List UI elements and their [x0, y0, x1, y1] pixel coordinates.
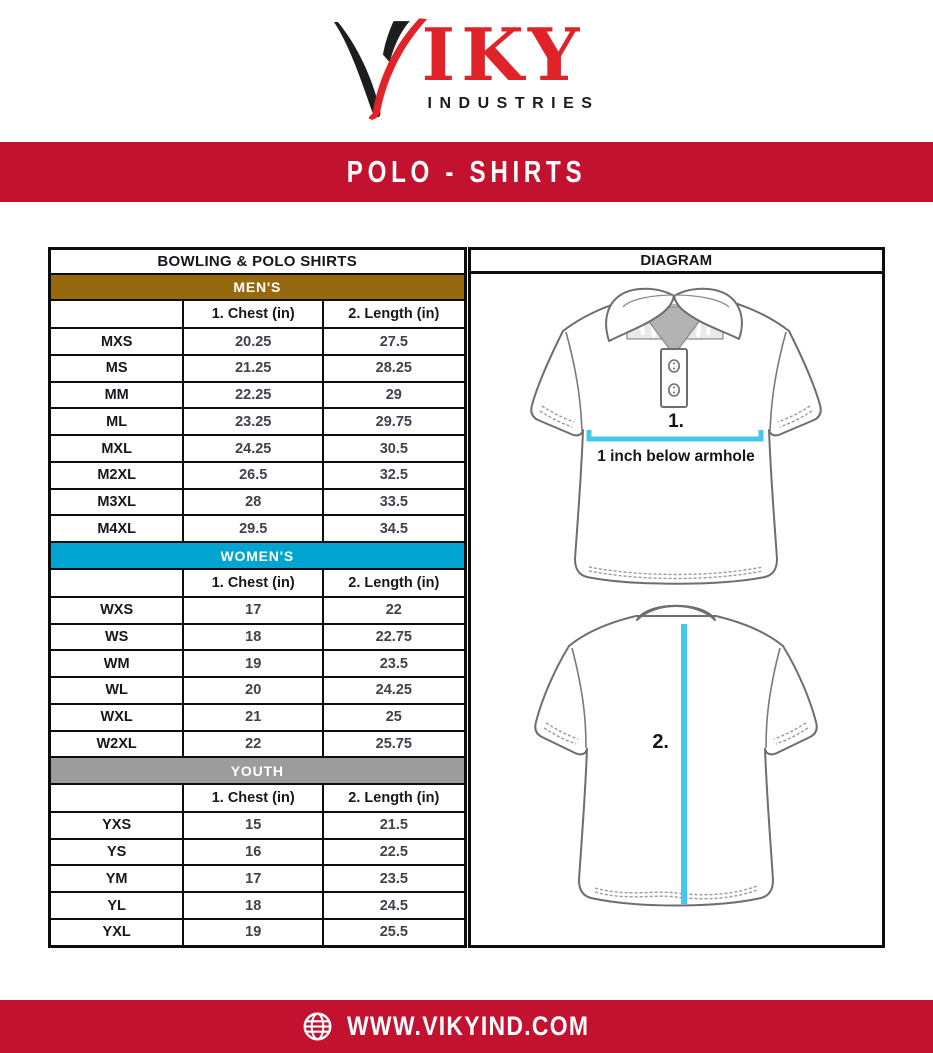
section-band-row — [50, 274, 466, 301]
size-row — [50, 462, 466, 489]
size-cell: MS — [50, 355, 184, 382]
chest-cell: 26.5 — [183, 462, 323, 489]
logo-text — [421, 12, 600, 113]
logo-subtitle: INDUSTRIES — [427, 95, 600, 112]
length-measure-label: 2. — [652, 731, 670, 753]
length-cell: 25.5 — [323, 919, 465, 947]
size-row — [50, 919, 466, 947]
section-band-row — [50, 542, 466, 569]
size-row — [50, 408, 466, 435]
size-row — [50, 435, 466, 462]
size-cell: WM — [50, 650, 184, 677]
size-row — [50, 597, 466, 624]
size-cell: M4XL — [50, 515, 184, 542]
size-table — [48, 247, 467, 948]
length-cell: 30.5 — [323, 435, 465, 462]
size-cell: MM — [50, 382, 184, 409]
column-header-row — [50, 569, 466, 597]
chest-cell: 17 — [183, 865, 323, 892]
size-cell: YL — [50, 892, 184, 919]
length-cell: 32.5 — [323, 462, 465, 489]
section-band-row — [50, 757, 466, 784]
size-row — [50, 328, 466, 355]
length-cell: 27.5 — [323, 328, 465, 355]
size-cell: WXS — [50, 597, 184, 624]
size-row — [50, 382, 466, 409]
size-cell: WS — [50, 624, 184, 651]
size-row — [50, 865, 466, 892]
size-row — [50, 704, 466, 731]
size-cell: YXL — [50, 919, 184, 947]
banner-title: POLO - SHIRTS — [346, 154, 587, 189]
content — [0, 202, 933, 1000]
size-row — [50, 812, 466, 839]
chest-cell: 24.25 — [183, 435, 323, 462]
size-cell: M2XL — [50, 462, 184, 489]
size-row — [50, 650, 466, 677]
chest-cell: 20.25 — [183, 328, 323, 355]
length-cell: 33.5 — [323, 489, 465, 516]
length-cell: 22 — [323, 597, 465, 624]
length-cell: 29 — [323, 382, 465, 409]
globe-icon — [302, 1011, 333, 1042]
size-table-body — [50, 249, 466, 947]
section-band-label: WOMEN'S — [50, 542, 466, 569]
polo-front-diagram — [511, 287, 841, 587]
size-cell: ML — [50, 408, 184, 435]
chest-cell: 29.5 — [183, 515, 323, 542]
chest-cell: 22 — [183, 731, 323, 758]
empty-header-cell — [50, 300, 184, 328]
section-band-label: YOUTH — [50, 757, 466, 784]
length-cell: 22.75 — [323, 624, 465, 651]
size-cell: WXL — [50, 704, 184, 731]
website-url: WWW.VIKYIND.COM — [346, 1011, 589, 1041]
chest-measure-label: 1. — [668, 411, 685, 432]
logo-header — [0, 0, 933, 142]
chest-cell: 21 — [183, 704, 323, 731]
chest-header-cell: 1. Chest (in) — [183, 569, 323, 597]
length-cell: 24.5 — [323, 892, 465, 919]
length-cell: 28.25 — [323, 355, 465, 382]
chest-cell: 15 — [183, 812, 323, 839]
length-header-cell: 2. Length (in) — [323, 569, 465, 597]
length-cell: 25.75 — [323, 731, 465, 758]
length-cell: 23.5 — [323, 650, 465, 677]
chest-cell: 18 — [183, 624, 323, 651]
chest-cell: 19 — [183, 919, 323, 947]
polo-back-diagram — [511, 596, 841, 926]
size-row — [50, 892, 466, 919]
diagram-panel — [468, 247, 886, 948]
chest-cell: 17 — [183, 597, 323, 624]
title-banner — [0, 142, 933, 202]
logo-v-icon — [334, 17, 430, 125]
size-cell: YM — [50, 865, 184, 892]
size-row — [50, 677, 466, 704]
length-header-cell: 2. Length (in) — [323, 784, 465, 812]
size-cell: M3XL — [50, 489, 184, 516]
size-cell: MXL — [50, 435, 184, 462]
length-cell: 29.75 — [323, 408, 465, 435]
length-cell: 34.5 — [323, 515, 465, 542]
size-cell: MXS — [50, 328, 184, 355]
chest-measure-caption: 1 inch below armhole — [597, 448, 756, 465]
size-cell: YXS — [50, 812, 184, 839]
table-title: BOWLING & POLO SHIRTS — [50, 249, 466, 274]
length-cell: 23.5 — [323, 865, 465, 892]
diagram-title: DIAGRAM — [471, 250, 883, 274]
viky-logo — [334, 12, 600, 125]
length-cell: 24.25 — [323, 677, 465, 704]
chest-cell: 16 — [183, 839, 323, 866]
chest-cell: 22.25 — [183, 382, 323, 409]
size-cell: W2XL — [50, 731, 184, 758]
size-cell: YS — [50, 839, 184, 866]
logo-brand: IKY — [421, 12, 586, 97]
size-row — [50, 839, 466, 866]
size-row — [50, 355, 466, 382]
footer-banner — [0, 1000, 933, 1053]
chest-header-cell: 1. Chest (in) — [183, 300, 323, 328]
empty-header-cell — [50, 569, 184, 597]
length-cell: 22.5 — [323, 839, 465, 866]
size-cell: WL — [50, 677, 184, 704]
chest-cell: 20 — [183, 677, 323, 704]
size-row — [50, 731, 466, 758]
chest-cell: 21.25 — [183, 355, 323, 382]
size-row — [50, 624, 466, 651]
column-header-row — [50, 300, 466, 328]
length-cell: 21.5 — [323, 812, 465, 839]
chest-cell: 18 — [183, 892, 323, 919]
column-header-row — [50, 784, 466, 812]
table-title-row — [50, 249, 466, 274]
chest-cell: 28 — [183, 489, 323, 516]
length-header-cell: 2. Length (in) — [323, 300, 465, 328]
size-row — [50, 515, 466, 542]
diagram-body — [471, 274, 883, 945]
size-row — [50, 489, 466, 516]
chest-header-cell: 1. Chest (in) — [183, 784, 323, 812]
chest-cell: 19 — [183, 650, 323, 677]
length-cell: 25 — [323, 704, 465, 731]
section-band-label: MEN'S — [50, 274, 466, 301]
chest-cell: 23.25 — [183, 408, 323, 435]
empty-header-cell — [50, 784, 184, 812]
